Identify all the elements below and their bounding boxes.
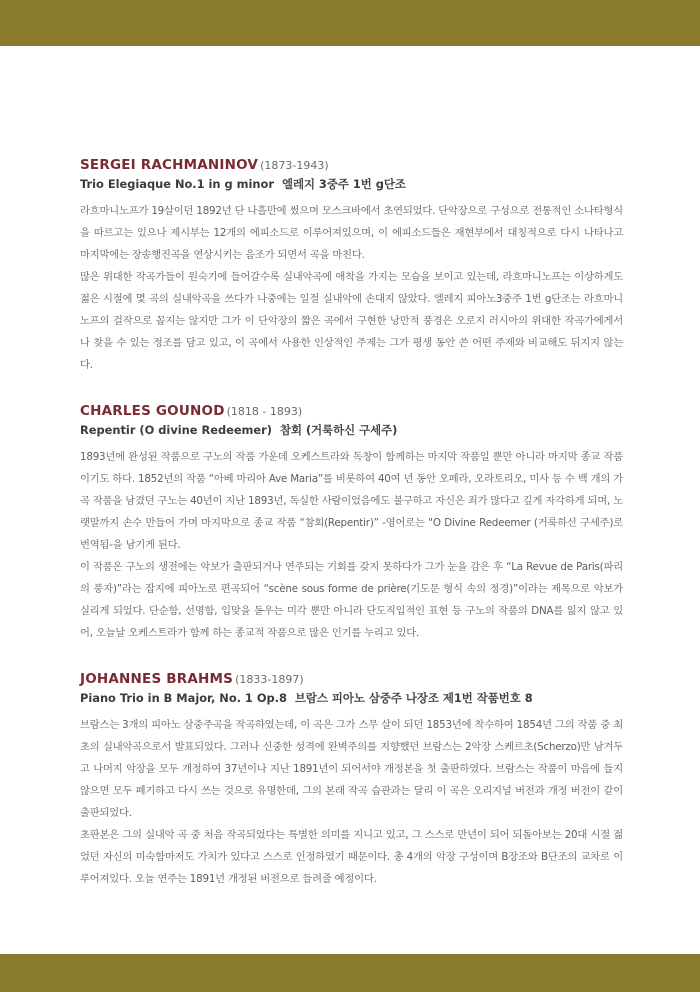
work-title-en: Trio Elegiaque No.1 in g minor [80, 177, 274, 191]
composer-name: JOHANNES BRAHMS [80, 671, 234, 687]
work-title [80, 688, 623, 708]
paragraph: 초판본은 그의 실내악 곡 중 처음 작곡되었다는 특별한 의미를 지니고 있고, 그 스스로 만년이 되어 되돌아보는 20대 시절 젊었던 자신의 미숙함마저도 가치가 있다고 스스로 인정하였기 때문이다. 총 4개의 악장 구성이며 B장조와 B단조의 교차로 이루어져있다. 오늘 연주는 1891년 개정된 버전으로 들려줄 예정이다. [80, 829, 623, 885]
paragraph: 많은 위대한 작곡가들이 원숙기에 들어갈수록 실내악곡에 애착을 가지는 모습을 보이고 있는데, 라흐마니노프는 이상하게도 젊은 시절에 몇 곡의 실내악곡을 쓰다가 나중에는 일절 실내악에 손대지 않았다. 엘레지 피아노3중주 1번 g단조는 라흐마니노프의 걸작으로 꼽지는 않지만 그가 이 단악장의 짧은 곡에서 구현한 낭만적 풍경은 오로지 러시아의 위대한 작곡가에게서나 찾을 수 있는 정조를 담고 있고, 이 곡에서 사용한 인상적인 주제는 그가 평생 동안 쓴 어떤 주제와 비교해도 뒤지지 않는다. [80, 271, 623, 371]
section-brahms [80, 668, 623, 890]
header-band [0, 0, 700, 46]
paragraph: 이 작품은 구노의 생전에는 악보가 출판되거나 연주되는 기회를 갖지 못하다가 그가 눈을 감은 후 “La Revue de Paris(파리의 풍자)”라는 잡지에 피아노로 편곡되어 “scène sous forme de prière(기도문 형식 속의 정경)”이라는 제목으로 악보가 실리게 되었다. 단순함, 선명함, 입맞을 돋우는 미각 뿐만 아니라 단도직입적인 표현 등 구노의 작품의 DNA를 잃지 않고 있어, 오늘날 오케스트라가 함께 하는 종교적 작품으로 많은 인기를 누리고 있다. [80, 561, 623, 639]
composer-heading [80, 154, 623, 174]
composer-heading [80, 668, 623, 688]
composer-name: SERGEI RACHMANINOV [80, 157, 259, 173]
work-title-en: Piano Trio in B Major, No. 1 Op.8 [80, 691, 287, 705]
paragraph: 브람스는 3개의 피아노 삼중주곡을 작곡하였는데, 이 곡은 그가 스무 살이 되던 1853년에 착수하여 1854년 그의 작품 중 최초의 실내악곡으로서 발표되었다. 그러나 신중한 성격에 완벽주의를 지향했던 브람스는 2악장 스케르초(Scherzo)만 남겨두고 나머지 악장을 모두 개정하여 37년이나 지난 1891년이 되어서야 개정본을 첫 출판하였다. 브람스는 작품이 마음에 들지 않으면 모두 폐기하고 다시 쓰는 것으로 유명한데, 그의 본래 작곡 습관과는 달리 이 곡은 오리지널 버전과 개정 버전이 같이 출판되었다. [80, 719, 623, 819]
program-notes [80, 154, 623, 890]
section-gounod [80, 400, 623, 644]
work-title [80, 174, 623, 194]
work-title-ko: 엘레지 3중주 1번 g단조 [281, 177, 406, 191]
composer-name: CHARLES GOUNOD [80, 403, 225, 419]
composer-years: (1873-1943) [260, 159, 329, 172]
composer-years: (1833-1897) [235, 673, 304, 686]
work-title-ko: 참회 (거룩하신 구세주) [279, 423, 398, 437]
work-title-ko: 브람스 피아노 삼중주 나장조 제1번 작품번호 8 [294, 691, 533, 705]
composer-heading [80, 400, 623, 420]
work-title-en: Repentir (O divine Redeemer) [80, 423, 272, 437]
composer-years: (1818 - 1893) [226, 405, 303, 418]
paragraph: 라흐마니노프가 19살이던 1892년 단 나흘만에 썼으며 모스크바에서 초연되었다. 단악장으로 구성으로 전통적인 소나타형식을 따르고는 있으나 제시부는 12개의 에피소드로 이루어져있으며, 이 에피소드들은 재현부에서 대칭적으로 다시 나타나고 마지막에는 장송행진곡을 연상시키는 음조가 되면서 곡을 마친다. [80, 205, 623, 261]
footer-band [0, 954, 700, 992]
work-title [80, 420, 623, 440]
section-rachmaninov [80, 154, 623, 376]
paragraph: 1893년에 완성된 작품으로 구노의 작품 가운데 오케스트라와 독창이 함께하는 마지막 작품일 뿐만 아니라 마지막 종교 작품이기도 하다. 1852년의 작품 “아베 마리아 Ave Maria”를 비롯하여 40여 년 동안 오페라, 오라토리오, 미사 등 수 백 개의 가곡 작품을 남겼던 구노는 40년이 지난 1893년, 독실한 사람이었음에도 불구하고 자신은 죄가 많다고 깊게 자각하게 되며, 노랫말까지 손수 만들어 가며 마지막으로 종교 작품 “참회(Repentir)” -영어로는 "O Divine Redeemer (거룩하신 구세주)로 번역됨-을 남기게 된다. [80, 451, 623, 551]
